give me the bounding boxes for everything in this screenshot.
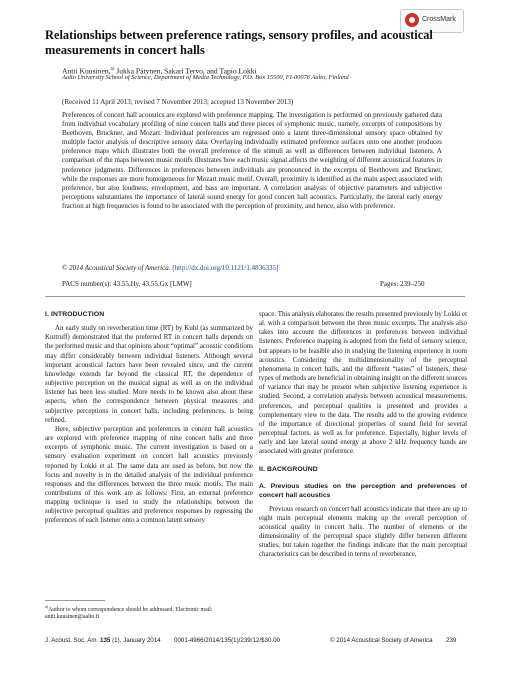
footer-journal-name: J. Acoust. Soc. Am. (45, 637, 99, 644)
footnote-mark: a) (45, 604, 49, 609)
header-divider (45, 296, 465, 297)
crossmark-icon (405, 13, 419, 27)
left-column (45, 310, 253, 526)
footer-copyright: © 2014 Acoustical Society of America (330, 637, 433, 644)
footer-page-number: 239 (446, 637, 457, 644)
page-range: Pages: 239–250 (380, 280, 425, 288)
copyright-text: © 2014 Acoustical Society of America. (62, 264, 171, 272)
footnote-text: Author to whom correspondence should be addressed. Electronic mail: antti.kuusinen@aalto.fi (45, 606, 213, 621)
footer-issn: 0001-4966/2014/135(1)/239/12/$30.00 (174, 637, 280, 644)
author-names-a: Antti Kuusinen, (62, 66, 111, 76)
footer-volume: 135 (100, 637, 111, 644)
received-dates: (Received 11 April 2013; revised 7 November 2013; accepted 13 November 2013) (62, 98, 294, 106)
author-note-mark[interactable]: a) (110, 67, 115, 72)
pacs-numbers: PACS number(s): 43.55.Hy, 43.55.Gx [LMW] (62, 280, 192, 288)
footnote-divider (45, 600, 105, 601)
crossmark-label: CrossMark (422, 16, 456, 23)
footer-issue-date: (1), January 2014 (112, 637, 161, 644)
author-names-b: Jukka Pätynen, Sakari Tervo, and Tapio Lokki (114, 66, 257, 76)
affiliation: Aalto University School of Science, Department of Media Technology, P.O. Box 15500, FI-00076 Aalto, Finland (62, 74, 349, 81)
footnote (45, 603, 250, 622)
subsection-heading-previous-studies: A. Previous studies on the perception and preferences of concert hall acoustics (259, 482, 467, 499)
intro-paragraph-2: Here, subjective perception and preferences in concert hall acoustics are explored with preference mapping of nine concert halls and three excerpts of symphonic music. The current investigation is based on a sensory evaluation experiment on concert hall acoustics previously reported by Lokki et al. The same data are used as before, but now the focus and novelty is in the detailed analysis of the individual preference responses and the differences between the three music motifs. The main contributions of this work are as follows: First, an external preference mapping technique is used to study the relationships between the subjective perceptual qualities and preference responses by regressing the preferences of each listener onto a common latent sensory (45, 425, 253, 525)
article-title: Relationships between preference ratings, sensory profiles, and acoustical measurements in concert halls (45, 28, 433, 57)
footer-journal (45, 637, 161, 645)
section-heading-introduction: I. INTRODUCTION (45, 311, 105, 318)
right-column (259, 310, 467, 560)
abstract: Preferences of concert hall acoustics are explored with preference mapping. The investigation is performed on previously gathered data from individual vocabulary profiling of nine concert halls and three pieces of symphonic music, namely, excerpts of compositions by Beethoven, Bruckner, and Mozart. Individual preferences are regressed onto a latent three-dimensional sensory space obtained by multiple factor analysis of descriptive sensory data. Overlaying individually estimated preference surfaces onto one another produces preference maps which illustrates both the overall preference of the stimuli as well as differences between individual listeners. A comparison of the maps between music motifs illustrates how each music signal affects the weighting of different acoustical features in preference judgments. Differences in preferences between individuals are pronounced in the excerpts of Beethoven and Bruckner, while the responses are more homogeneous for Mozart music motif. Overall, proximity is identified as the main aspect associated with preference, but also loudness, envelopment, and bass are important. A correlation analysis of objective parameters and subjective perceptions substantiates the importance of lateral sound energy for good concert hall acoustics. Particularly, the lateral early energy fraction at high frequencies is found to be associated with the perception of proximity, and hence, also with preference. (62, 111, 442, 210)
section-heading-background: II. BACKGROUND (259, 465, 318, 473)
intro-paragraph-1: An early study on reverberation time (RT) by Kuhl (as summarized by Kuttruff) demonstrated that the preferred RT in concert halls depends on the performed music and that opinions about “optimal” acoustic conditions may differ considerably between individual listeners. Although several important acoustical factors have been revealed since, and the current knowledge extends far beyond the classical RT, the dependence of subjective perception on the musical signal as well as on the individual listener has been less studied. More needs to be known also about these aspects, when the correspondence between physical measures and subjective perceptions in concert halls, including preferences, is being refined. (45, 325, 253, 424)
background-paragraph-1: Previous research on concert hall acoustics indicate that there are up to eight main perceptual elements making up the overall perception of acoustical quality in concert halls. The number of elements or the dimensionality of the perceptual space slightly differ between different studies, but taken together the findings indicate that the main perceptual characteristics can be described in terms of reverberance, (259, 505, 467, 559)
doi-link[interactable]: [http://dx.doi.org/10.1121/1.4836335] (172, 264, 279, 272)
abstract-copyright (62, 264, 442, 273)
intro-paragraph-3: space. This analysis elaborates the results presented previously by Lokki et al. with a comparison between the three music excerpts. The analysis also takes into account the differences in preferences between individual listeners. Preference mapping is adopted from the field of sensory science, but appears to be feasible also in studying the listening experience in room acoustics. Considering the multidimensionality of the perceptual phenomena in concert halls, and the different “tastes” of listeners, these types of methods are beneficial in obtaining insight on the different sources of variance that may be present when subjective listening experience is studied. Second, a correlation analysis between acoustical measurements, preferences, and perceptual qualities is presented and provides a complementary view to the data. The results add to the growing evidence of the importance of directional properties of sound field for several perceptual factors, as well as for preference. Especially, higher levels of early and late lateral sound energy at above 2 kHz frequency bands are associated with greater preference. (259, 311, 467, 456)
